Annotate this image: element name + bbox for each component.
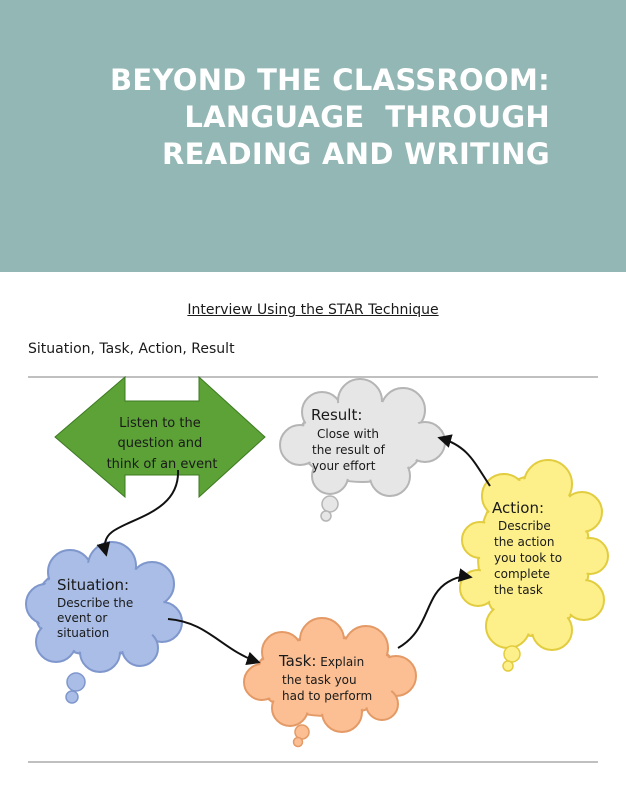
result-text-line: Close with <box>317 427 379 441</box>
arrow-text-line: think of an event <box>106 457 218 472</box>
task-title: Task: <box>279 652 317 670</box>
result-text-line: the result of <box>312 443 385 457</box>
action-text-line: the task <box>494 583 543 597</box>
action-text-line: the action <box>494 535 555 549</box>
diagram-subheading: Situation, Task, Action, Result <box>28 341 235 357</box>
action-text-line: Describe <box>498 519 551 533</box>
arrow-action-to-result <box>440 438 490 486</box>
action-text-line: you took to <box>494 551 563 565</box>
task-heading <box>278 652 364 670</box>
diagram-heading: Interview Using the STAR Technique <box>187 302 439 318</box>
result-title: Result: <box>311 406 363 424</box>
task-text-line: had to perform <box>282 689 373 703</box>
arrow-text <box>107 416 218 472</box>
title-line: LANGUAGE THROUGH <box>184 100 550 134</box>
action-text-line: complete <box>494 567 551 581</box>
situation-text-line: Describe the <box>57 596 134 610</box>
situation-text-line: event or <box>57 611 108 625</box>
arrow-text-line: question and <box>117 436 203 451</box>
title-line: READING AND WRITING <box>162 137 550 171</box>
task-title-suffix: Explain <box>316 655 365 669</box>
arrow-text-line: Listen to the <box>119 416 201 431</box>
action-cloud <box>460 460 608 671</box>
title-line: BEYOND THE CLASSROOM: <box>110 63 550 97</box>
task-text-line: the task you <box>282 673 357 687</box>
result-text-line: your effort <box>312 459 376 473</box>
situation-title: Situation: <box>57 576 130 594</box>
action-title: Action: <box>492 499 545 517</box>
situation-text-line: situation <box>57 626 110 640</box>
